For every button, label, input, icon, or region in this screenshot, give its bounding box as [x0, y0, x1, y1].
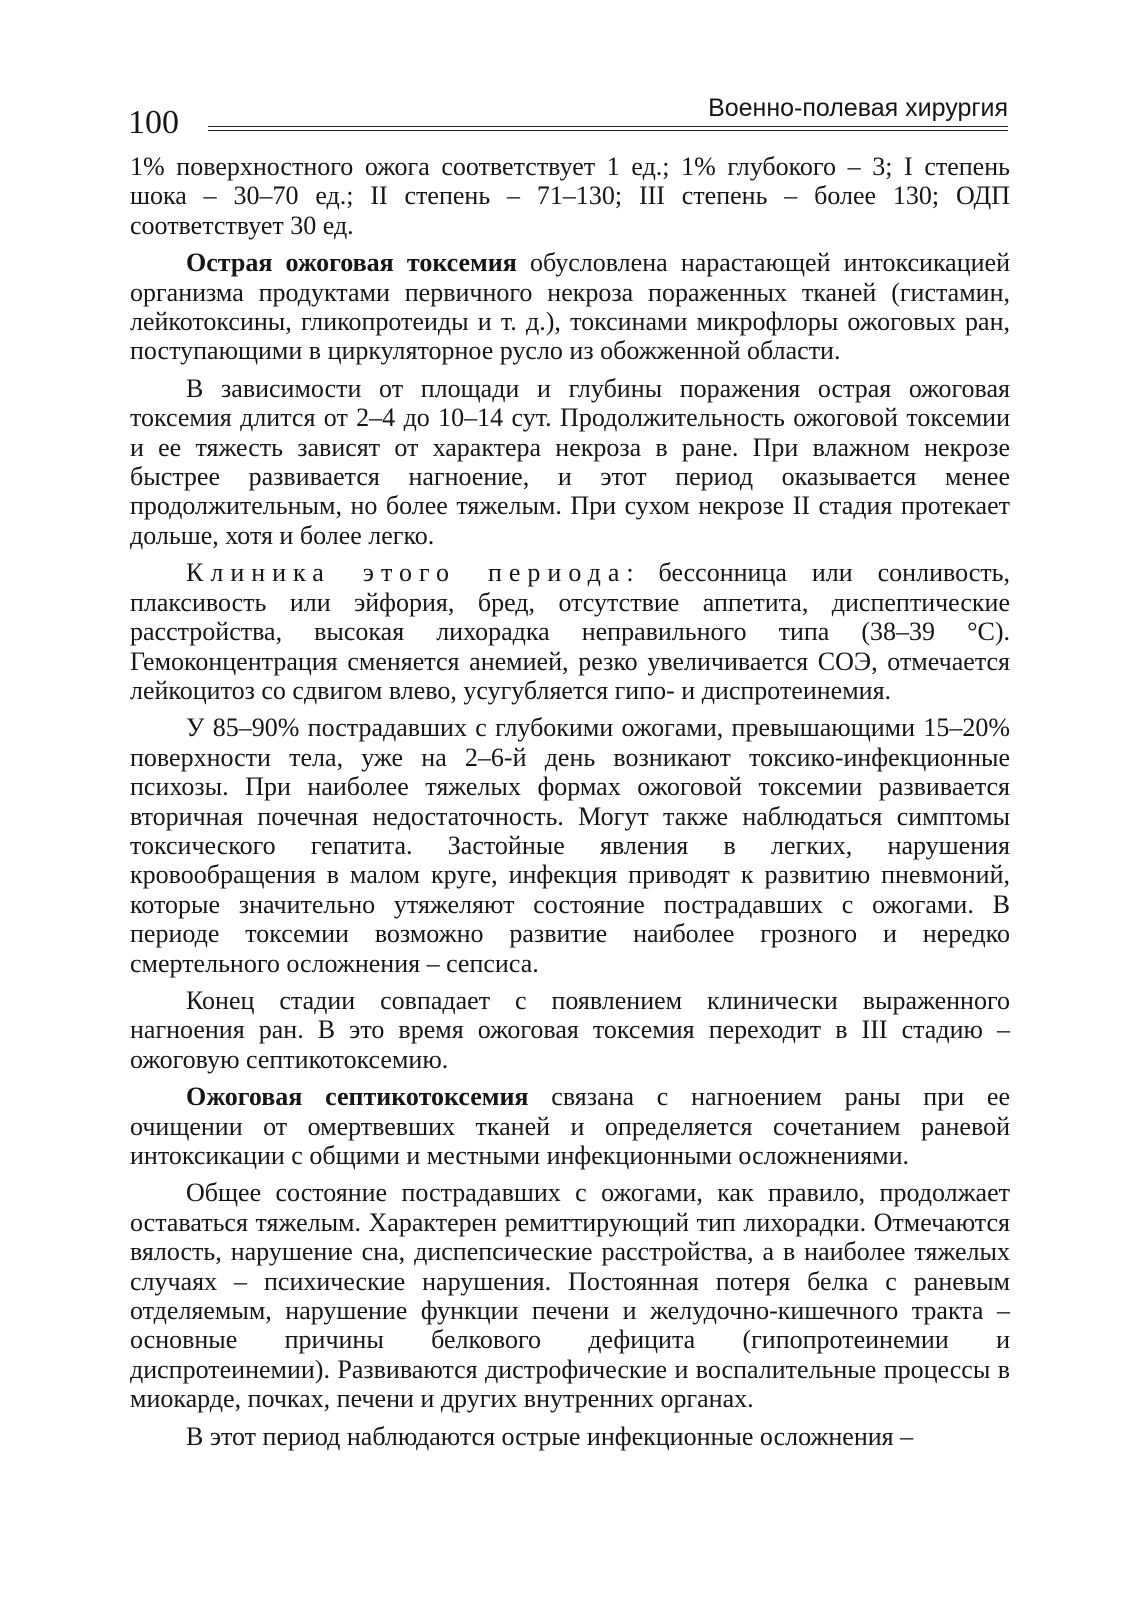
running-title: Военно-полевая хирургия [708, 94, 1008, 122]
paragraph [130, 986, 1010, 1074]
paragraph-text: Конец стадии совпадает с появлением клинически выраженного нагноения ран. В это время ожоговая токсемия переходит в III стадию – ожоговую септикотоксемию. [130, 985, 1010, 1074]
paragraph [130, 152, 1010, 240]
header-rule [208, 126, 1008, 127]
paragraph-text: В этот период наблюдаются острые инфекционные осложнения – [186, 1421, 914, 1451]
paragraph [130, 374, 1010, 550]
page-header [128, 92, 1008, 142]
paragraph-text: связана с нагноением раны при ее очищении от омертвевших тканей и определяется сочетанием раневой интоксикации с общими и местными инфекционными осложнениями. [130, 1082, 1010, 1170]
paragraph [130, 713, 1010, 978]
paragraph-text: обусловлена нарастающей интоксикацией организма продуктами первичного некроза пораженных тканей (гистамин, лейкотоксины, гликопротеиды и т. д.), токсинами микрофлоры ожоговых ран, поступающими в циркуляторное русло из обожженной области. [130, 248, 1010, 366]
paragraph [130, 1422, 1010, 1451]
paragraph-text: Общее состояние пострадавших с ожогами, как правило, продолжает оставаться тяжелым. Характерен ремиттирующий тип лихорадки. Отмечаются вялость, нарушение сна, диспепсические расстройства, а в наиболее тяжелых случаях – психические нарушения. Постоянная потеря белка с раневым отделяемым, нарушение функции печени и желудочно-кишечного тракта – основные причины белкового дефицита (гипопротеинемии и диспротеинемии). Развиваются дистрофические и воспалительные процессы в миокарде, почках, печени и других внутренних органах. [130, 1178, 1010, 1414]
bold-term: Ожоговая септикотоксемия [186, 1082, 529, 1112]
header-rule [208, 130, 1008, 131]
paragraph-text: В зависимости от площади и глубины поражения острая ожоговая токсемия длится от 2–4 до 10–14 сут. Продолжительность ожоговой токсемии и ее тяжесть зависят от характера некроза в ране. При влажном некрозе быстрее развивается нагноение, и этот период оказывается менее продолжительным, но более тяжелым. При сухом некрозе II стадия протекает дольше, хотя и более легко. [130, 373, 1010, 550]
paragraph-text: : бессонница или сонливость, плаксивость или эйфория, бред, отсутствие аппетита, диспептические расстройства, высокая лихорадка неправильного типа (38–39 °С). Гемоконцентрация сменяется анемией, резко увеличивается СОЭ, отмечается лейкоцитоз со сдвигом влево, усугубляется гипо- и диспротеинемия. [130, 558, 1010, 705]
paragraph-text: 1% поверхностного ожога соответствует 1 ед.; 1% глубокого – 3; I степень шока – 30–70 ед.; II степень – 71–130; III степень – более 130; ОДП соответствует 30 ед. [130, 152, 1010, 240]
page-number: 100 [128, 104, 179, 141]
bold-term: Острая ожоговая токсемия [186, 248, 517, 278]
spaced-term: Клиника этого периода [186, 558, 627, 588]
paragraph [130, 1178, 1010, 1413]
paragraph [130, 558, 1010, 705]
body-text [130, 152, 1010, 1459]
paragraph [130, 1082, 1010, 1170]
paragraph-text: У 85–90% пострадавших с глубокими ожогами, превышающими 15–20% поверхности тела, уже на 2–6-й день возникают токсико-инфекционные психозы. При наиболее тяжелых формах ожоговой токсемии развивается вторичная почечная недостаточность. Могут также наблюдаться симптомы токсического гепатита. Застойные явления в легких, нарушения кровообращения в малом круге, инфекция приводят к развитию пневмоний, которые значительно утяжеляют состояние пострадавших с ожогами. В периоде токсемии возможно развитие наиболее грозного и нередко смертельного осложнения – сепсиса. [130, 713, 1010, 978]
paragraph [130, 248, 1010, 366]
